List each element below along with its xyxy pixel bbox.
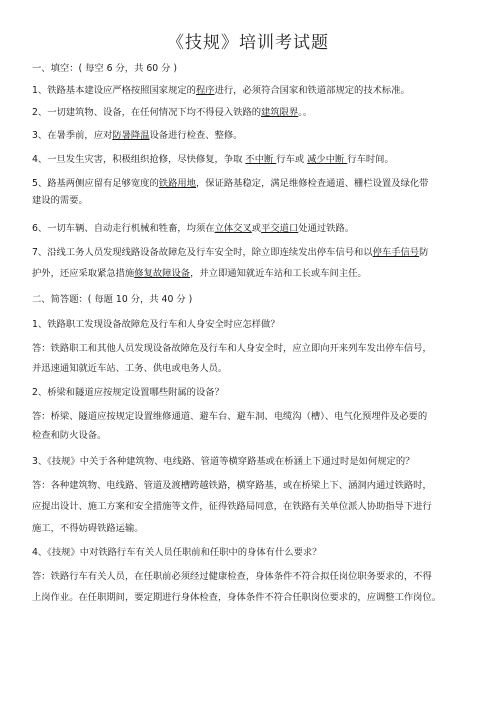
short-question-1: 1、铁路职工发现设备故障危及行车和人身安全时应怎样做？ (32, 319, 280, 330)
q7-text-post: 防 (419, 247, 429, 258)
fill-question-5-line1 (32, 177, 472, 190)
short-answer-4-line1: 答：铁路行车有关人员，在任职前必须经过健康检查，身体条件不符合拟任岗位职务要求的，不得 (32, 571, 432, 582)
fill-question-5-line2: 建设的需要。 (32, 195, 88, 206)
q4-text-mid: 行车或 (276, 154, 308, 165)
q4-answer-1: 不中断 (245, 154, 277, 165)
q5-text-pre: 5、路基两侧应留有足够宽度的 (32, 178, 159, 189)
q6-text-pre: 6、一切车辆、自动走行机械和牲畜，均须在 (32, 223, 215, 234)
q5-answer: 铁路用地 (158, 178, 196, 189)
q4-text-pre: 4、一旦发生灾害，积极组织抢修，尽快修复，争取 (32, 154, 246, 165)
short-answer-3-line1: 答：各种建筑物、电线路、管道及渡槽跨越铁路，横穿路基，或在桥梁上下、涵洞内通过铁路时， (32, 480, 432, 491)
short-answer-1-line1: 答：铁路职工和其他人员发现设备故障危及行车和人身安全时，应立即向开来列车发出停车信号， (32, 343, 432, 354)
q4-text-post: 行车时间。 (347, 154, 394, 165)
fill-question-3 (32, 129, 472, 142)
q3-text-post: 设备进行检查、整修。 (149, 130, 243, 141)
fill-question-6 (32, 222, 472, 235)
short-answer-3-line3: 施工，不得妨碍铁路运输。 (32, 523, 144, 534)
fill-question-2 (32, 106, 472, 119)
q7-answer-2: 修复故障设备 (134, 268, 191, 279)
q7-line2-post: ，并立即通知就近车站和工长或车间主任。 (190, 268, 367, 279)
fill-question-7-line1 (32, 246, 472, 259)
q7-answer-1: 停车手信号 (372, 247, 420, 258)
short-answer-1-line2: 并迅速通知就近车站、工务、供电或电务人员。 (32, 363, 228, 374)
section1-heading: 一、填空：( 每空 6 分，共 60 分 ) (32, 63, 177, 74)
q1-text-pre: 1、铁路基本建设应严格按照国家规定的 (32, 85, 196, 96)
q2-answer: 建筑限界 (261, 107, 299, 118)
q4-answer-2: 减少中断 (307, 154, 348, 165)
fill-question-4 (32, 153, 472, 166)
q7-line2-pre: 护外，还应采取紧急措施 (32, 268, 135, 279)
q3-answer: 防暑降温 (112, 130, 150, 141)
q7-text-pre: 7、沿线工务人员发现线路设备故障危及行车安全时，除立即连续发出停车信号和以 (32, 247, 373, 258)
q6-text-mid: 或 (251, 223, 262, 234)
fill-question-7-line2 (32, 267, 472, 280)
q5-text-post: ，保证路基稳定，满足维修检查通道、栅栏设置及绿化带 (195, 178, 429, 189)
q2-text-pre: 2、一切建筑物、设备，在任何情况下均不得侵入铁路的 (32, 107, 262, 118)
fill-question-1 (32, 84, 472, 97)
short-answer-2-line1: 答：桥梁、隧道应按规定设置维修通道、避车台、避车洞、电缆沟（槽）、电气化预埋件及必要的 (32, 411, 428, 422)
document-title: 《技规》培训考试题 (167, 33, 329, 53)
short-answer-2-line2: 检查和防火设备。 (32, 430, 107, 441)
q6-answer-1: 立体交叉 (214, 223, 252, 234)
q6-answer-2: 平交道口 (261, 223, 299, 234)
q6-text-post: 处通过铁路。 (298, 223, 355, 234)
q2-text-post: 。。 (298, 107, 313, 118)
short-answer-3-line2: 应提出设计、施工方案和安全措施等文件，征得铁路局同意，在铁路有关单位派人协助指导下进行 (32, 501, 432, 512)
short-question-4: 4、《技规》中对铁路行车有关人员任职前和任职中的身体有什么要求？ (32, 547, 322, 558)
q1-text-post: 进行，必须符合国家和铁道部规定的技术标准。 (214, 85, 410, 96)
q3-text-pre: 3、在暑季前，应对 (32, 130, 113, 141)
section2-heading: 二、简答题：( 每题 10 分，共 40 分 ) (32, 294, 193, 305)
short-question-2: 2、桥梁和隧道应按规定设置哪些附属的设备？ (32, 387, 224, 398)
q1-answer: 程序 (195, 85, 215, 96)
short-question-3: 3、《技规》中关于各种建筑物、电线路、管道等横穿路基或在桥涵上下通过时是如何规定的？ (32, 456, 415, 467)
short-answer-4-line2: 上岗作业。在任职期间，要定期进行身体检查，身体条件不符合任职岗位要求的，应调整工作岗位。 (32, 592, 442, 603)
